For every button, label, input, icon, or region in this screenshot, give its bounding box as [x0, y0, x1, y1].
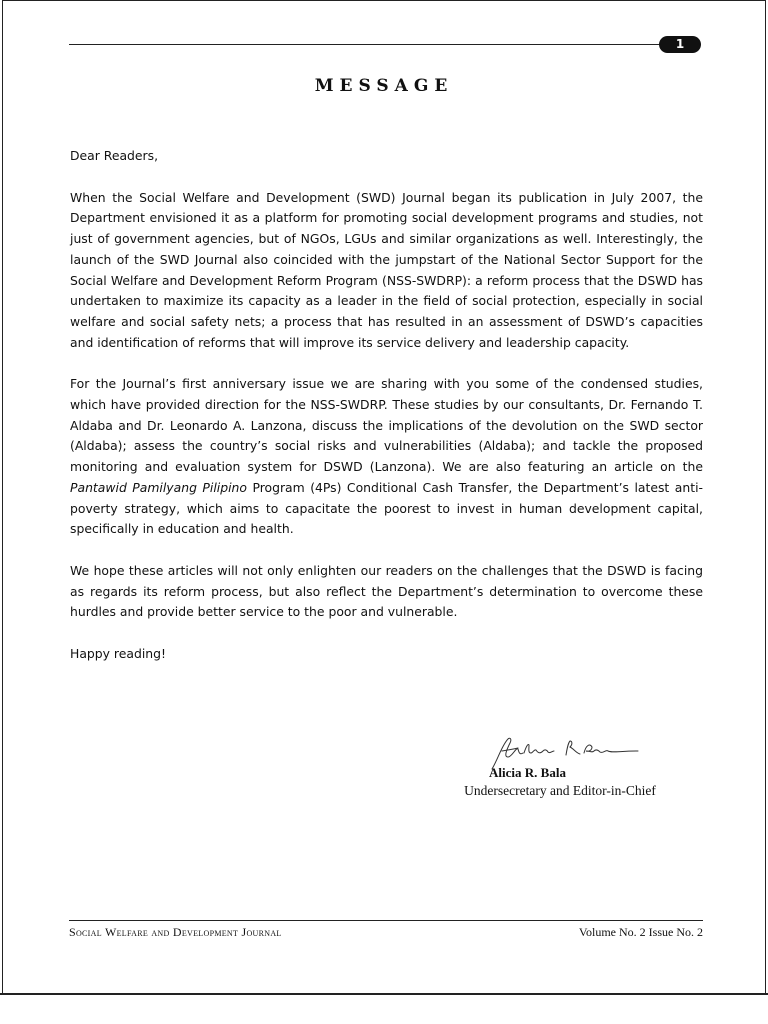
- signer-title: Undersecretary and Editor-in-Chief: [464, 783, 656, 798]
- greeting: Dear Readers,: [70, 148, 159, 163]
- page-title: MESSAGE: [314, 76, 454, 96]
- paragraph-2-text-b: Program (4Ps) Conditional Cash Transfer, the Department’s latest anti-poverty strategy, which aims to capacitate the poorest to invest in human development capital, specifically in education and health.: [70, 479, 703, 537]
- page-bottom-rule: [0, 993, 768, 995]
- paragraph-4: Happy reading!: [70, 646, 166, 662]
- footer-volume-issue: Volume No. 2 Issue No. 2: [578, 925, 703, 939]
- footer-rule: [69, 920, 703, 921]
- page-border-top: [2, 0, 766, 1]
- paragraph-2: [70, 374, 703, 540]
- page-number-badge: 1: [659, 36, 701, 53]
- message-body: [70, 146, 703, 686]
- page-border-right: [765, 0, 766, 995]
- program-name-italic: Pantawid Pamilyang Pilipino: [70, 479, 247, 495]
- signer-name: Alicia R. Bala: [489, 765, 566, 780]
- paragraph-1: When the Social Welfare and Development (SWD) Journal began its publication in July 2007, the Department envisioned it as a platform for promoting social development programs and studies, not just of government agencies, but of NGOs, LGUs and similar organizations as well. Interestingly, the launch of the SWD Journal also coincided with the jumpstart of the National Sector Support for the Social Welfare and Development Reform Program (NSS-SWDRP): a reform process that the DSWD has undertaken to maximize its capacity as a leader in the field of social protection, especially in social welfare and social safety nets; a process that has resulted in an assessment of DSWD’s capacities and identification of reforms that will improve its service delivery and leadership capacity.: [70, 189, 703, 350]
- page-border-left: [2, 0, 3, 995]
- paragraph-3: We hope these articles will not only enlighten our readers on the challenges that the DSWD is facing as regards its reform process, but also reflect the Department’s determination to overcome these hurdles and provide better service to the poor and vulnerable.: [70, 562, 703, 620]
- paragraph-2-text-a: For the Journal’s first anniversary issue we are sharing with you some of the condensed studies, which have provided direction for the NSS-SWDRP. These studies by our consultants, Dr. Fernando T. Aldaba and Dr. Leonardo A. Lanzona, discuss the implications of the devolution on the SWD sector (Aldaba); assess the country’s social risks and vulnerabilities (Aldaba); and tackle the proposed monitoring and evaluation system for DSWD (Lanzona). We are also featuring an article on the: [70, 376, 703, 475]
- footer-journal-name: Social Welfare and Development Journal: [69, 925, 282, 939]
- header-rule: [69, 44, 669, 45]
